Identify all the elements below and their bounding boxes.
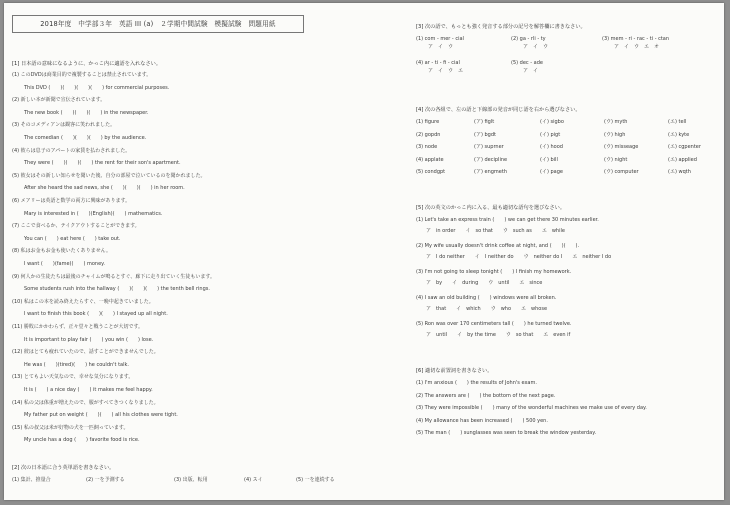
pronunciation-choice: (エ) applied [668, 156, 697, 163]
pronunciation-choice: (イ) pigt [540, 131, 561, 138]
pronunciation-choice: (ア) figlt [474, 119, 495, 125]
syllable-marks: ア イ [523, 68, 539, 74]
english-sentence: My uncle has a dog ( ) favorite food is rice. [24, 437, 140, 444]
pronunciation-choice: (ウ) high [604, 131, 626, 138]
pronunciation-choice: (イ) sigbo [540, 119, 564, 125]
pronunciation-choice: (ア) decipline [474, 156, 508, 163]
answer-choices: ア I do neither イ I neither do ウ neither do I エ neither I do [426, 254, 612, 260]
pronunciation-choice: (エ) kyte [668, 131, 690, 138]
pronunciation-head-word: (1) figure [416, 119, 440, 125]
preposition-question: (1) I'm anxious ( ) the results of John's exam. [416, 380, 537, 386]
syllable-marks: ア イ ウ [428, 44, 454, 50]
section4-instruction: [4] 次の各組で、左の語と下線部の発音が同じ語を右から選びなさい。 [416, 107, 581, 113]
english-sentence: They were ( )( )( ) the rent for their son's apartment. [24, 160, 181, 167]
exam-title: 2018年度 中学部３年 英語 III (a) ２学期中間試験 模擬試験 問題用紙 [40, 20, 276, 28]
pronunciation-choice: (ア) suprner [474, 144, 504, 150]
section3-instruction: [3] 次の語で、もっとも強く発音する部分の記号を解答欄に書きなさい。 [416, 24, 586, 30]
japanese-prompt: (2) 新しい本が新聞で宣伝されています。 [12, 97, 106, 104]
grammar-question: (5) Ron was over 170 centimeters tall ( ) he turned twelve. [416, 321, 572, 327]
japanese-prompt: (12) 彼はとても疲れていたので、話すことができませんでした。 [12, 349, 159, 356]
pronunciation-choice: (ア) engmeth [474, 169, 507, 175]
section2-instruction: [2] 次の日本語に合う英単語を書きなさい。 [12, 465, 115, 471]
preposition-question: (4) My allowance has been increased ( ) 500 yen. [416, 417, 548, 424]
grammar-question: (4) I saw an old building ( ) windows were all broken. [416, 295, 557, 301]
answer-choices: ア that イ which ウ who エ whose [426, 306, 548, 312]
preposition-question: (5) The man ( ) sunglasses was seen to break the window yesterday. [416, 430, 597, 436]
japanese-prompt: (5) 彼女はその新しい知らせを聞いた後、自分の部屋で泣いているのを聞かれました。 [12, 172, 206, 179]
pronunciation-choice: (ウ) misseage [604, 144, 639, 150]
english-sentence: The comedian ( )( )( ) by the audience. [24, 135, 147, 141]
grammar-question: (2) My wife usually doesn't drink coffee at night, and ( )( ). [416, 243, 580, 249]
syllable-marks: ア イ ウ [523, 44, 549, 50]
english-sentence: My father put on weight ( )( ) all his clothes were tight. [24, 412, 178, 419]
vocab-item: (5) 一を連続する [296, 477, 335, 483]
english-sentence: After she heard the sad news, she ( )( )( ) in her room. [24, 185, 185, 192]
section6-instruction: [6] 適切な前置詞を書きなさい。 [416, 368, 493, 374]
pronunciation-choice: (ウ) myth [604, 119, 628, 125]
answer-choices: ア in order イ so that ウ such as エ while [426, 228, 565, 234]
japanese-prompt: (6) メアリーは英語と数学の両方に興味があります。 [12, 198, 131, 204]
vocab-item: (4) スイ [244, 477, 263, 483]
pronunciation-choice: (エ) tell [668, 119, 687, 125]
english-sentence: I want ( )(fame)( ) money. [24, 261, 106, 267]
syllable-marks: ア イ ウ エ オ [614, 44, 660, 50]
vocab-item: (1) 集計、推量合 [12, 477, 51, 483]
pronunciation-choice: (イ) page [540, 169, 563, 175]
exam-sheet [4, 3, 724, 500]
pronunciation-choice: (ウ) night [604, 156, 628, 163]
english-sentence: I want to finish this book ( )( ) I stayed up all night. [24, 311, 168, 318]
japanese-prompt: (14) 私の父は体重が増えたので、服がすべてきつくなりました。 [12, 399, 159, 406]
stress-word: (1) com - mer - cial [416, 36, 464, 42]
pronunciation-head-word: (5) condgpt [416, 169, 446, 175]
vocab-item: (3) 出版、転用 [174, 477, 208, 483]
japanese-prompt: (9) 何人かの生徒たちは最後のチャイムが鳴るとすぐ、廊下に走り出ていく生徒もいます。 [12, 273, 216, 280]
preposition-question: (2) The answers are ( ) the bottom of the next page. [416, 392, 556, 399]
english-sentence: The new book ( )( )( ) in the newspaper. [24, 109, 149, 116]
japanese-prompt: (8) 私はお金もお金も使いたくありません。 [12, 248, 111, 255]
section5-instruction: [5] 次の英文のかっこ内に入る、最も適切な語句を選びなさい。 [416, 205, 566, 211]
pronunciation-head-word: (3) node [416, 144, 438, 150]
pronunciation-choice: (イ) bill [540, 156, 558, 163]
stress-word: (5) dec - ade [511, 60, 543, 66]
english-sentence: You can ( ) eat here ( ) take out. [24, 235, 121, 242]
answer-choices: ア by イ during ウ until エ since [426, 280, 543, 286]
pronunciation-head-word: (2) gopdn [416, 131, 441, 138]
japanese-prompt: (11) 勝敗にかかわらず、正々堂々と戦うことが大切です。 [12, 324, 144, 330]
preposition-question: (3) They were impossible ( ) many of the wonderful machines we make use of every day. [416, 405, 647, 411]
pronunciation-choice: (エ) wqth [668, 169, 691, 175]
japanese-prompt: (13) とてもよい天気なので、幸せな気分になります。 [12, 374, 134, 381]
japanese-prompt: (15) 私の叔父は米が好物の犬を一匹飼っています。 [12, 424, 129, 431]
pronunciation-choice: (ア) bgdt [474, 131, 496, 138]
english-sentence: Some students rush into the hallway ( )( )( ) the tenth bell rings. [24, 286, 210, 293]
japanese-prompt: (10) 私はこの本を読み終えたらすぐ、一晩中起きていました。 [12, 298, 154, 305]
pronunciation-choice: (エ) cgpenter [668, 144, 701, 150]
japanese-prompt: (7) ここで食べるか、テイクアウトすることができます。 [12, 223, 140, 230]
english-sentence: It is ( ) a nice day ( ) it makes me feel happy. [24, 387, 153, 393]
english-sentence: This DVD ( )( )( )( ) for commercial purposes. [24, 84, 170, 91]
pronunciation-head-word: (4) applate [416, 156, 444, 163]
english-sentence: It is important to play fair ( ) you win ( ) lose. [24, 336, 154, 343]
answer-choices: ア until イ by the time ウ so that エ even if [426, 332, 571, 338]
japanese-prompt: (3) そのコメディアンは観客に笑われました。 [12, 122, 116, 129]
grammar-question: (1) Let's take an express train ( ) we can get there 30 minutes earlier. [416, 217, 599, 223]
section1-instruction: [1] 日本語の意味になるように、かっこ内に適語を入れなさい。 [12, 61, 162, 67]
english-sentence: Mary is interested in ( )(English)( ) mathematics. [24, 210, 163, 217]
english-sentence: He was ( )(tired)( ) he couldn't talk. [24, 361, 129, 368]
pronunciation-choice: (ウ) computer [604, 169, 639, 175]
exam-header-box [12, 15, 304, 33]
pronunciation-choice: (イ) hood [540, 144, 563, 150]
japanese-prompt: (4) 彼らは息子のアパートの家賃を払わされました。 [12, 147, 131, 154]
vocab-item: (2) 一を予測する [86, 477, 125, 483]
stress-word: (4) ar - ti - fi - cial [416, 60, 460, 66]
stress-word: (2) ga - rli - ty [511, 36, 546, 42]
grammar-question: (3) I'm not going to sleep tonight ( ) I finish my homework. [416, 269, 572, 275]
japanese-prompt: (1) このDVDは商業目的で複製することは禁止されています。 [12, 72, 152, 78]
stress-word: (3) mem - ri - rac - ti - ctan [602, 36, 670, 42]
syllable-marks: ア イ ウ エ [428, 68, 464, 74]
